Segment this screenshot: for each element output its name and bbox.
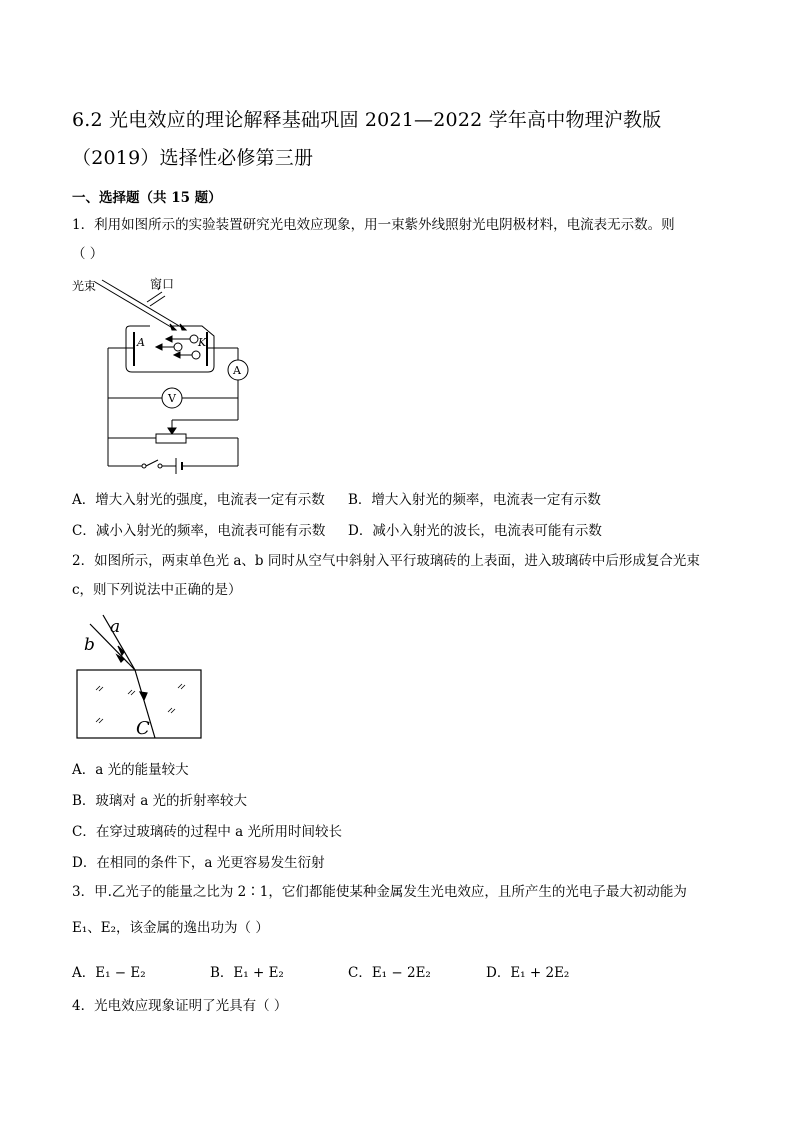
ray-a-label: a — [110, 617, 121, 637]
q3-option-b[interactable]: B．E₁ + E₂ — [210, 965, 284, 981]
window-label: 窗口 — [150, 277, 175, 291]
ray-c-label: C — [136, 718, 150, 739]
cathode-label: K — [198, 336, 207, 349]
anode-label: A — [137, 336, 145, 349]
q3-stem: 3．甲.乙光子的能量之比为 2∶1，它们都能使某种金属发生光电效应，且所产生的光电子最大初动能为 — [72, 884, 687, 900]
q2-option-d[interactable]: D．在相同的条件下，a 光更容易发生衍射 — [72, 855, 325, 871]
q2-stem: 2．如图所示，两束单色光 a、b 同时从空气中斜射入平行玻璃砖的上表面，进入玻璃砖中后形成复合光束 — [72, 553, 700, 569]
voltmeter-label: V — [168, 392, 176, 405]
q1-circuit-diagram — [70, 272, 270, 472]
q2-option-b[interactable]: B．玻璃对 a 光的折射率较大 — [72, 793, 248, 809]
q2-option-c[interactable]: C．在穿过玻璃砖的过程中 a 光所用时间较长 — [72, 824, 342, 840]
page-title: 6.2 光电效应的理论解释基础巩固 2021—2022 学年高中物理沪教版 — [72, 109, 662, 131]
q4-stem: 4．光电效应现象证明了光具有（ ） — [72, 998, 288, 1014]
page-title-line2: （2019）选择性必修第三册 — [72, 147, 314, 169]
q1-stem: 1．利用如图所示的实验装置研究光电效应现象，用一束紫外线照射光电阴极材料，电流表无示数。则 — [72, 217, 675, 233]
section-heading: 一、选择题（共 15 题） — [72, 190, 222, 206]
ammeter-label: A — [233, 364, 241, 377]
q2-option-a[interactable]: A．a 光的能量较大 — [72, 762, 189, 778]
q1-stem-line2: （ ） — [72, 246, 104, 262]
q1-option-a[interactable]: A．增大入射光的强度，电流表一定有示数 — [72, 492, 325, 508]
q3-option-a[interactable]: A．E₁ − E₂ — [72, 965, 146, 981]
q1-option-c[interactable]: C．减小入射光的频率，电流表可能有示数 — [72, 523, 326, 539]
q1-option-d[interactable]: D．减小入射光的波长，电流表可能有示数 — [348, 523, 602, 539]
q3-option-c[interactable]: C．E₁ − 2E₂ — [348, 965, 431, 981]
q2-stem-line2: c，则下列说法中正确的是） — [72, 582, 242, 598]
q1-option-b[interactable]: B．增大入射光的频率，电流表一定有示数 — [348, 492, 601, 508]
q2-refraction-diagram — [70, 612, 210, 742]
q3-option-d[interactable]: D．E₁ + 2E₂ — [486, 965, 570, 981]
q3-stem-line2: E₁、E₂，该金属的逸出功为（ ） — [72, 920, 269, 936]
beam-label: 光束 — [72, 279, 97, 293]
ray-b-label: b — [84, 635, 95, 655]
